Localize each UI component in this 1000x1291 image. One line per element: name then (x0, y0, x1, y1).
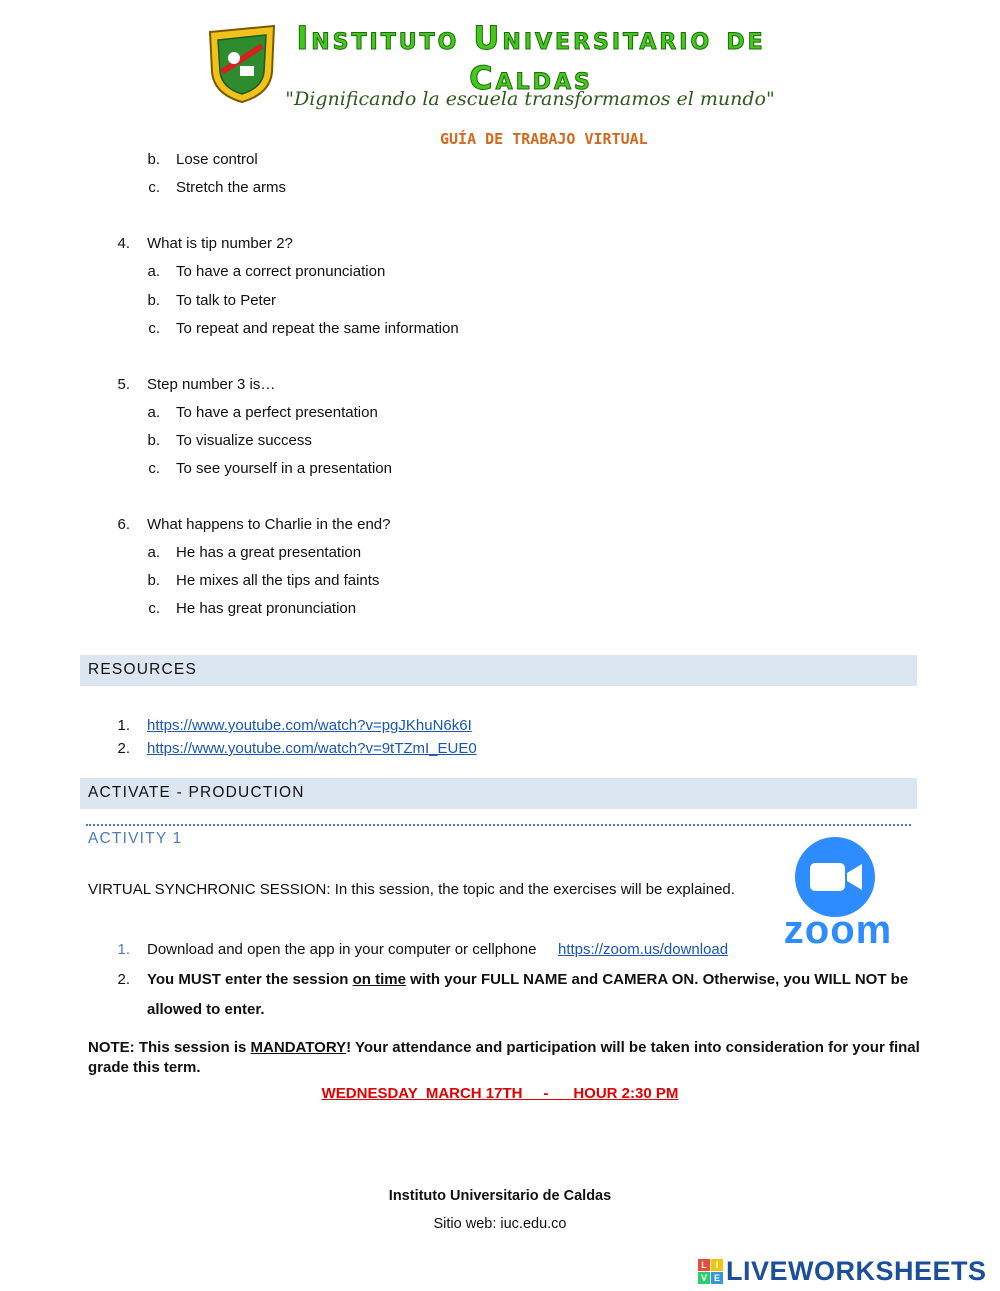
option-letter: b. (147, 432, 160, 449)
institution-title: Instituto Universitario de Caldas (296, 19, 766, 97)
option-text: He mixes all the tips and faints (176, 572, 380, 589)
school-crest-icon (204, 22, 280, 104)
note-part2: ! Your attendance and participation will be taken into consideration for your final (346, 1039, 920, 1056)
badge-letter: L (698, 1259, 710, 1271)
option-text: To repeat and repeat the same information (176, 320, 459, 337)
resources-heading: RESOURCES (88, 661, 197, 678)
option-text: Stretch the arms (176, 179, 287, 196)
option-text: Lose control (176, 151, 258, 168)
activity-title: ACTIVITY 1 (88, 830, 183, 847)
option-letter: c. (148, 179, 160, 196)
option-text: He has great pronunciation (176, 600, 357, 617)
step-2-part1: You MUST enter the session (147, 971, 353, 988)
session-schedule: WEDNESDAY MARCH 17TH - HOUR 2:30 PM (321, 1085, 679, 1102)
liveworksheets-logo (698, 1256, 987, 1287)
option-letter: c. (148, 460, 160, 477)
option-text: To have a perfect presentation (176, 404, 378, 421)
question-text: What happens to Charlie in the end? (147, 516, 391, 533)
resource-number: 2. (117, 740, 130, 757)
option-letter: c. (148, 320, 160, 337)
option-letter: a. (147, 404, 160, 421)
liveworksheets-wordmark: LIVEWORKSHEETS (726, 1256, 987, 1286)
step-2-line2: allowed to enter. (147, 1001, 265, 1018)
option-text: To see yourself in a presentation (176, 460, 392, 477)
note-part1: NOTE: This session is (88, 1039, 251, 1056)
question-text: What is tip number 2? (147, 235, 293, 252)
institution-motto: "Dignificando la escuela transformamos el mundo" (285, 88, 775, 110)
zoom-download-link[interactable]: https://zoom.us/download (558, 941, 729, 958)
step-2-text (147, 970, 908, 990)
question-text: Step number 3 is… (147, 376, 276, 393)
note-mandatory: MANDATORY (250, 1039, 347, 1056)
note-line2: grade this term. (88, 1059, 201, 1076)
zoom-logo (778, 836, 898, 952)
option-letter: b. (147, 151, 160, 168)
option-text: To have a correct pronunciation (176, 263, 386, 280)
resource-number: 1. (117, 717, 130, 734)
step-1-text: Download and open the app in your computer or cellphone (147, 941, 537, 958)
badge-letter: I (711, 1259, 723, 1271)
resource-link-2[interactable]: https://www.youtube.com/watch?v=9tTZmI_EUE0 (147, 740, 477, 757)
option-text: To talk to Peter (176, 292, 277, 309)
question-number: 6. (117, 516, 130, 533)
resources-heading-bar (80, 655, 917, 686)
step-number: 1. (117, 941, 130, 958)
step-2-part2: with your FULL NAME and CAMERA ON. Otherwise, you WILL NOT be (405, 971, 909, 988)
badge-letter: E (711, 1272, 723, 1284)
activate-heading: ACTIVATE - PRODUCTION (88, 784, 305, 801)
resource-link-1[interactable]: https://www.youtube.com/watch?v=pgJKhuN6k6I (147, 717, 472, 734)
step-number: 2. (117, 971, 130, 988)
option-text: To visualize success (176, 432, 312, 449)
guide-title: GUÍA DE TRABAJO VIRTUAL (440, 130, 648, 148)
option-letter: b. (147, 572, 160, 589)
question-number: 4. (117, 235, 130, 252)
option-letter: a. (147, 263, 160, 280)
option-letter: b. (147, 292, 160, 309)
option-letter: c. (148, 600, 160, 617)
liveworksheets-badge-icon (698, 1259, 723, 1284)
footer-institution: Instituto Universitario de Caldas (388, 1188, 612, 1204)
activate-heading-bar (80, 778, 917, 809)
divider (86, 824, 911, 826)
question-number: 5. (117, 376, 130, 393)
badge-letter: V (698, 1272, 710, 1284)
note-text (88, 1038, 920, 1058)
option-letter: a. (147, 544, 160, 561)
zoom-wordmark: zoom (783, 908, 893, 952)
session-description: VIRTUAL SYNCHRONIC SESSION: In this session, the topic and the exercises will be explained. (88, 881, 735, 898)
step-2-on-time: on time (352, 971, 406, 988)
footer-website: Sitio web: iuc.edu.co (433, 1216, 567, 1232)
option-text: He has a great presentation (176, 544, 362, 561)
